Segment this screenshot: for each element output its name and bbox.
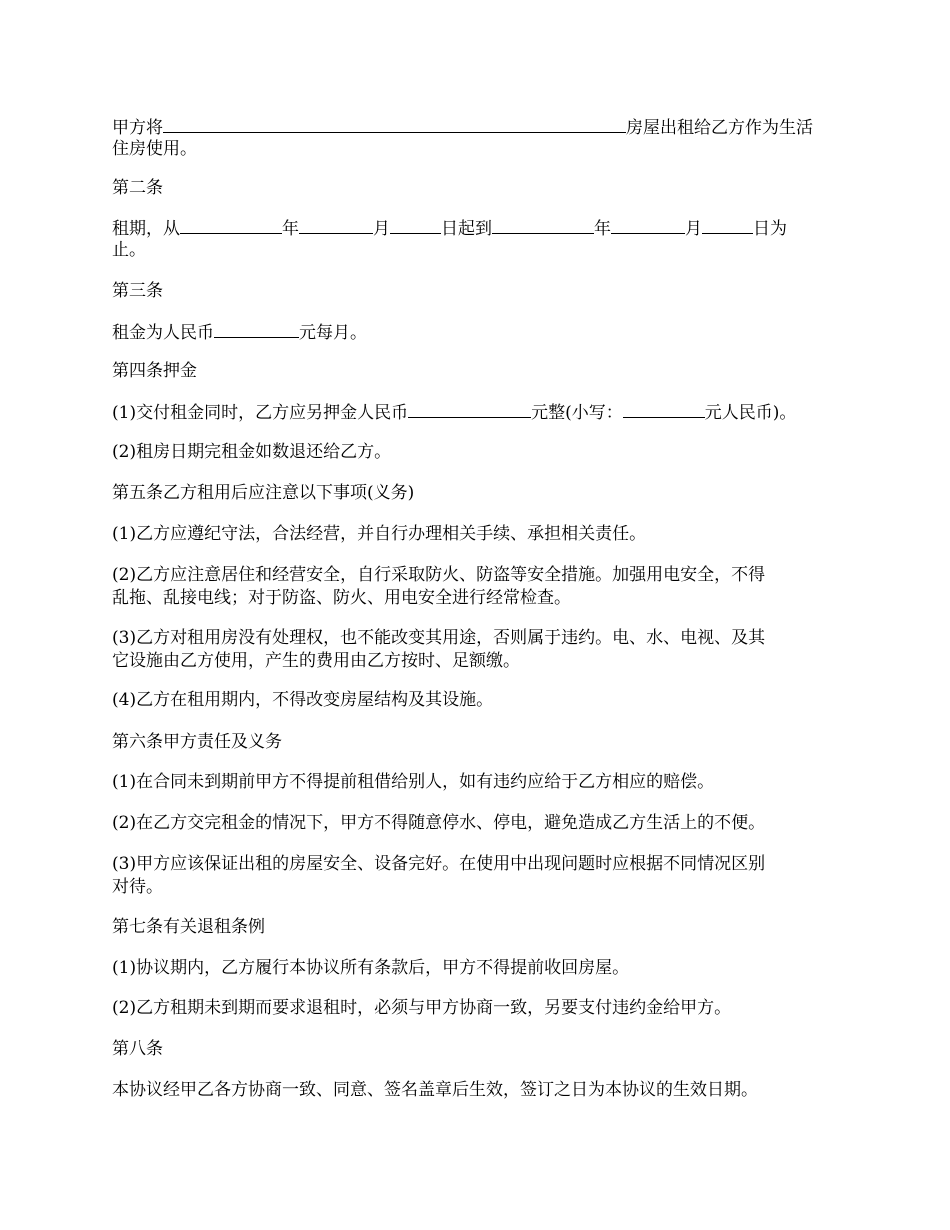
clause-7-1: (1)协议期内，乙方履行本协议所有条款后，甲方不得提前收回房屋。 [112, 958, 630, 978]
deposit-amount-figure-blank[interactable] [623, 400, 705, 418]
clause-5-4: (4)乙方在租用期内，不得改变房屋结构及其设施。 [112, 690, 494, 710]
clause-1-line-2: 住房使用。 [112, 139, 197, 159]
clause-6-3-line-1: (3)甲方应该保证出租的房屋安全、设备完好。在使用中出现问题时应根据不同情况区别 [112, 854, 766, 874]
clause-8: 本协议经甲乙各方协商一致、同意、签名盖章后生效，签订之日为本协议的生效日期。 [112, 1080, 758, 1100]
property-address-blank[interactable] [163, 115, 626, 133]
end-day-blank[interactable] [702, 216, 753, 234]
clause-1-line-1: 甲方将 房屋出租给乙方作为生活 [112, 115, 842, 140]
heading-article-4: 第四条押金 [112, 361, 197, 381]
clause-4-2: (2)租房日期完租金如数退还给乙方。 [112, 442, 392, 462]
heading-article-3: 第三条 [112, 281, 163, 301]
clause-3: 租金为人民币 元每月。 [112, 320, 842, 345]
heading-article-7: 第七条有关退租条例 [112, 917, 265, 937]
clause-5-3-line-2: 它设施由乙方使用，产生的费用由乙方按时、足额缴。 [112, 651, 520, 671]
clause-5-2-line-1: (2)乙方应注意居住和经营安全，自行采取防火、防盗等安全措施。加强用电安全，不得 [112, 565, 766, 585]
clause-5-3-line-1: (3)乙方对租用房没有处理权，也不能改变其用途，否则属于违约。电、水、电视、及其 [112, 628, 766, 648]
clause-6-3-line-2: 对待。 [112, 877, 163, 897]
heading-article-2: 第二条 [112, 178, 163, 198]
start-year-blank[interactable] [180, 216, 282, 234]
heading-article-5: 第五条乙方租用后应注意以下事项(义务) [112, 483, 415, 503]
end-year-blank[interactable] [492, 216, 594, 234]
clause-7-2: (2)乙方租期未到期而要求退租时，必须与甲方协商一致，另要支付违约金给甲方。 [112, 998, 732, 1018]
clause-6-1: (1)在合同未到期前甲方不得提前租借给别人，如有违约应给于乙方相应的赔偿。 [112, 772, 715, 792]
clause-2-line-1: 租期，从 年 月 日起到 年 月 日为 [112, 216, 842, 241]
start-day-blank[interactable] [390, 216, 441, 234]
heading-article-8: 第八条 [112, 1039, 163, 1059]
clause-5-1: (1)乙方应遵纪守法，合法经营，并自行办理相关手续、承担相关责任。 [112, 524, 647, 544]
clause-2-line-2: 止。 [112, 240, 146, 260]
start-month-blank[interactable] [299, 216, 373, 234]
clause-6-2: (2)在乙方交完租金的情况下，甲方不得随意停水、停电，避免造成乙方生活上的不便。 [112, 813, 766, 833]
deposit-amount-blank[interactable] [408, 400, 531, 418]
end-month-blank[interactable] [611, 216, 685, 234]
monthly-rent-blank[interactable] [214, 320, 299, 338]
clause-5-2-line-2: 乱拖、乱接电线；对于防盗、防火、用电安全进行经常检查。 [112, 588, 571, 608]
clause-4-1: (1)交付租金同时，乙方应另押金人民币 元整(小写： 元人民币)。 [112, 400, 842, 425]
heading-article-6: 第六条甲方责任及义务 [112, 732, 282, 752]
